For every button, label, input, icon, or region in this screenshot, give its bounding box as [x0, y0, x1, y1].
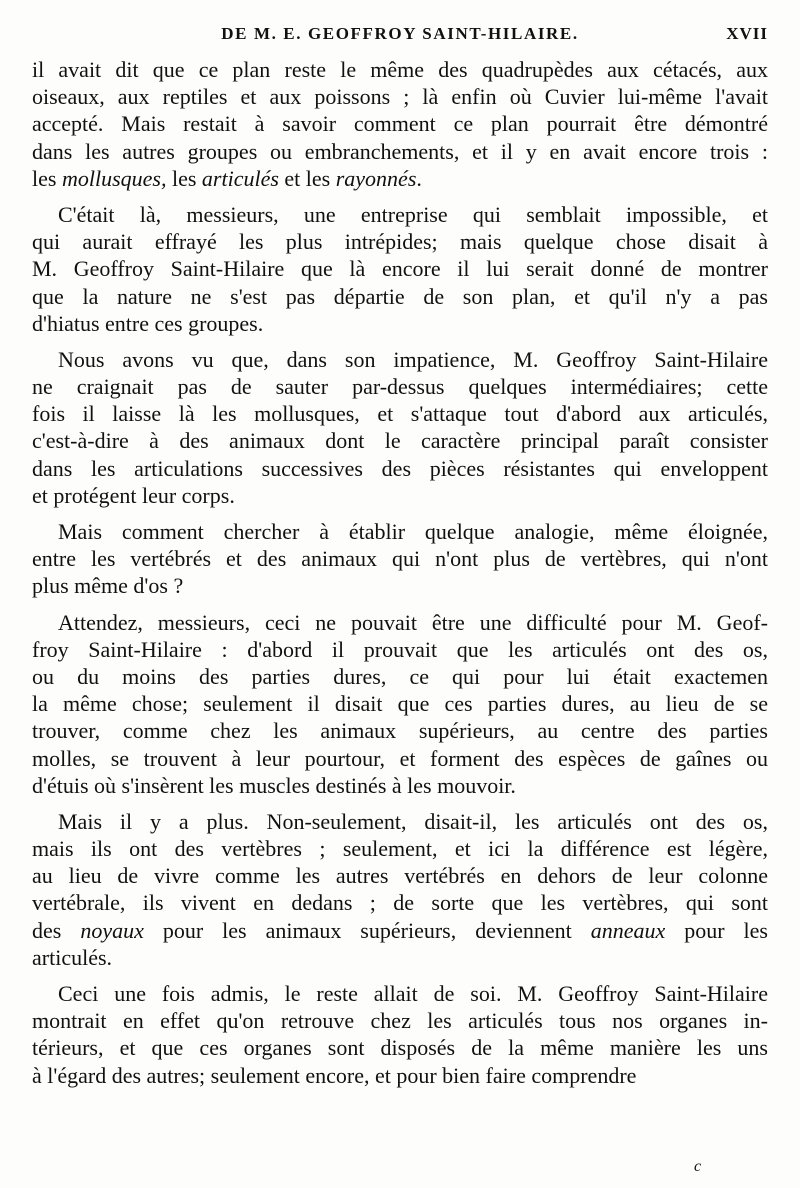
text-line	[32, 482, 768, 509]
text-line	[32, 83, 768, 110]
text-line	[32, 400, 768, 427]
text-segment: ne craignait pas de sauter par-dessus quelques intermédiaires; cette	[32, 374, 768, 400]
text-line	[32, 690, 768, 717]
text-line	[32, 110, 768, 137]
text-line	[32, 808, 768, 835]
paragraph-gap	[32, 509, 768, 518]
text-segment: mais ils ont des vertèbres ; seulement, et ici la différence est légère,	[32, 836, 768, 862]
text-segment: fois il laisse là les mollusques, et s'attaque tout d'abord aux articulés,	[32, 401, 768, 427]
paragraph	[32, 201, 768, 337]
text-line	[32, 862, 768, 889]
text-segment: Mais il y a plus. Non-seulement, disait-il, les articulés ont des os,	[58, 808, 768, 834]
text-line	[32, 138, 768, 165]
text-line	[32, 346, 768, 373]
text-segment: Mais comment chercher à établir quelque analogie, même éloignée,	[58, 519, 768, 544]
paragraph	[32, 518, 768, 600]
text-line	[32, 717, 768, 744]
text-segment: trouver, comme chez les animaux supérieurs, au centre des parties	[32, 718, 768, 744]
text-line	[32, 518, 768, 545]
text-segment: plus même d'os ?	[32, 573, 184, 599]
text-line	[32, 663, 768, 690]
text-line	[32, 310, 768, 337]
text-segment: qui aurait effrayé les plus intrépides; mais quelque chose disait à	[32, 229, 768, 255]
paragraph-gap	[32, 600, 768, 609]
text-line	[32, 201, 768, 228]
text-line	[32, 889, 768, 916]
text-line	[32, 427, 768, 454]
text-segment: à l'égard des autres; seulement encore, et pour bien faire comprendre	[32, 1062, 637, 1088]
text-segment: molles, se trouvent à leur pourtour, et forment des espèces de gaînes ou	[32, 745, 768, 771]
text-segment: la même chose; seulement il disait que ces parties dures, au lieu de se	[32, 691, 768, 717]
text-segment: Nous avons vu que, dans son impatience, M. Geoffroy Saint-Hilaire	[58, 346, 768, 372]
text-segment: dans les articulations successives des pièces résistantes qui enveloppent	[32, 455, 768, 481]
text-segment: Attendez, messieurs, ceci ne pouvait être une difficulté pour M. Geof-	[58, 609, 768, 635]
paragraph	[32, 609, 768, 799]
text-segment: oiseaux, aux reptiles et aux poissons ; là enfin où Cuvier lui-même l'avait	[32, 84, 768, 110]
text-segment: accepté. Mais restait à savoir comment ce plan pourrait être démontré	[32, 111, 768, 137]
italic-term: rayonnés	[335, 165, 417, 191]
running-head	[32, 24, 768, 48]
text-line	[32, 572, 768, 599]
text-segment: vertébrale, ils vivent en dedans ; de sorte que les vertèbres, qui sont	[32, 890, 768, 916]
text-segment: et les	[278, 165, 336, 191]
paragraph	[32, 808, 768, 971]
paragraph-gap	[32, 337, 768, 346]
text-line	[32, 283, 768, 310]
italic-term: mollusques,	[61, 165, 167, 191]
italic-term: anneaux	[590, 917, 666, 943]
paragraph	[32, 980, 768, 1089]
running-title: DE M. E. GEOFFROY SAINT-HILAIRE.	[221, 24, 579, 43]
text-segment: les	[166, 165, 202, 191]
text-line	[32, 609, 768, 636]
text-line	[32, 917, 768, 944]
text-segment: pour les animaux supérieurs, deviennent	[143, 917, 591, 943]
text-segment: c'est-à-dire à des animaux dont le caractère principal paraît consister	[32, 428, 768, 454]
paragraph-gap	[32, 971, 768, 980]
text-segment: M. Geoffroy Saint-Hilaire que là encore il lui serait donné de montrer	[32, 256, 768, 282]
text-line	[32, 636, 768, 663]
text-line	[32, 56, 768, 83]
text-segment: au lieu de vivre comme les autres vertébrés en dehors de leur colonne	[32, 863, 768, 889]
text-segment: des	[32, 917, 81, 943]
text-line	[32, 980, 768, 1007]
text-segment: d'étuis où s'insèrent les muscles destinés à les mouvoir.	[32, 772, 516, 798]
text-segment: il avait dit que ce plan reste le même des quadrupèdes aux cétacés, aux	[32, 57, 768, 82]
paragraph	[32, 56, 768, 192]
text-segment: d'hiatus entre ces groupes.	[32, 310, 264, 336]
text-line	[32, 255, 768, 282]
text-line	[32, 1062, 768, 1089]
paragraph	[32, 346, 768, 509]
text-segment: articulés.	[32, 944, 113, 970]
paragraph-gap	[32, 799, 768, 808]
text-segment: entre les vertébrés et des animaux qui n'ont plus de vertèbres, qui n'ont	[32, 546, 768, 572]
text-line	[32, 165, 768, 192]
text-line	[32, 545, 768, 572]
text-segment: térieurs, et que ces organes sont disposés de la même manière les uns	[32, 1035, 768, 1061]
text-line	[32, 944, 768, 971]
text-segment: ou du moins des parties dures, ce qui pour lui était exactemen	[32, 663, 768, 689]
text-line	[32, 373, 768, 400]
text-line	[32, 455, 768, 482]
text-line	[32, 1034, 768, 1061]
paragraph-gap	[32, 192, 768, 201]
text-segment: dans les autres groupes ou embranchements, et il y en avait encore trois :	[32, 138, 768, 164]
text-line	[32, 228, 768, 255]
text-segment: froy Saint-Hilaire : d'abord il prouvait que les articulés ont des os,	[32, 636, 768, 662]
body-text	[32, 56, 768, 1089]
text-line	[32, 772, 768, 799]
text-segment: C'était là, messieurs, une entreprise qui semblait impossible, et	[58, 201, 768, 227]
text-segment: montrait en effet qu'on retrouve chez les articulés tous nos organes in-	[32, 1008, 768, 1034]
text-segment: Ceci une fois admis, le reste allait de soi. M. Geoffroy Saint-Hilaire	[58, 981, 768, 1006]
page-number: XVII	[726, 24, 768, 43]
signature-mark: c	[694, 1158, 702, 1175]
text-line	[32, 1007, 768, 1034]
text-segment: pour les	[665, 917, 768, 943]
italic-term: noyaux	[80, 917, 144, 943]
text-segment: .	[416, 165, 422, 191]
italic-term: articulés	[201, 165, 279, 191]
text-segment: les	[32, 165, 62, 191]
text-line	[32, 745, 768, 772]
text-segment: que la nature ne s'est pas départie de son plan, et qu'il n'y a pas	[32, 283, 768, 309]
text-line	[32, 835, 768, 862]
text-segment: et protégent leur corps.	[32, 482, 235, 508]
